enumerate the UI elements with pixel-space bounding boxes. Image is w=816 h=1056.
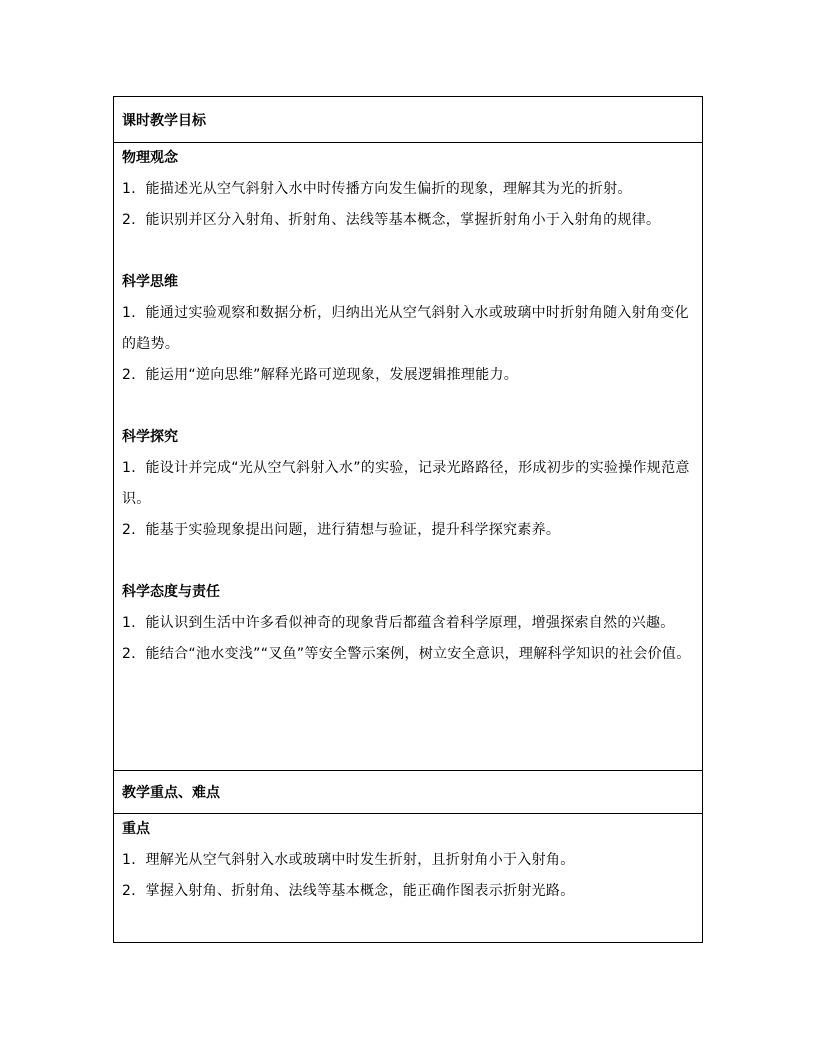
group-title: 物理观念 bbox=[122, 150, 178, 166]
list-item: 1．能通过实验观察和数据分析，归纳出光从空气斜射入水或玻璃中时折射角随入射角变化的趋势。 bbox=[122, 305, 689, 352]
key-points-body bbox=[114, 814, 702, 942]
group-title: 科学探究 bbox=[122, 429, 178, 445]
key-points-header-label: 教学重点、难点 bbox=[122, 785, 220, 801]
objectives-body bbox=[114, 143, 702, 770]
list-item: 1．能设计并完成“光从空气斜射入水”的实验，记录光路路径，形成初步的实验操作规范意识。 bbox=[122, 460, 690, 507]
list-item: 2．能运用“逆向思维”解释光路可逆现象，发展逻辑推理能力。 bbox=[122, 367, 519, 383]
group-physics-concept bbox=[122, 143, 694, 236]
group-key-points bbox=[122, 814, 694, 907]
list-item: 2．能基于实验现象提出问题，进行猜想与验证，提升科学探究素养。 bbox=[122, 522, 561, 538]
group-title: 重点 bbox=[122, 821, 150, 837]
spacer bbox=[122, 391, 694, 422]
spacer bbox=[122, 236, 694, 267]
group-attitude-responsibility bbox=[122, 577, 694, 670]
list-item: 2．能识别并区分入射角、折射角、法线等基本概念，掌握折射角小于入射角的规律。 bbox=[122, 212, 661, 228]
list-item: 2．能结合“池水变浅”“叉鱼”等安全警示案例，树立安全意识，理解科学知识的社会价值。 bbox=[122, 646, 691, 662]
list-item: 1．能描述光从空气斜射入水中时传播方向发生偏折的现象，理解其为光的折射。 bbox=[122, 181, 632, 197]
list-item: 2．掌握入射角、折射角、法线等基本概念，能正确作图表示折射光路。 bbox=[122, 883, 575, 899]
objectives-table bbox=[113, 96, 703, 943]
spacer bbox=[122, 546, 694, 577]
objectives-header-label: 课时教学目标 bbox=[122, 112, 206, 129]
group-title: 科学思维 bbox=[122, 274, 178, 290]
group-scientific-inquiry bbox=[122, 422, 694, 546]
key-points-header bbox=[114, 770, 702, 814]
list-item: 1．能认识到生活中许多看似神奇的现象背后都蕴含着科学原理，增强探索自然的兴趣。 bbox=[122, 615, 675, 631]
group-title: 科学态度与责任 bbox=[122, 584, 220, 600]
list-item: 1．理解光从空气斜射入水或玻璃中时发生折射，且折射角小于入射角。 bbox=[122, 852, 575, 868]
group-scientific-thinking bbox=[122, 267, 694, 391]
objectives-header bbox=[114, 97, 702, 143]
